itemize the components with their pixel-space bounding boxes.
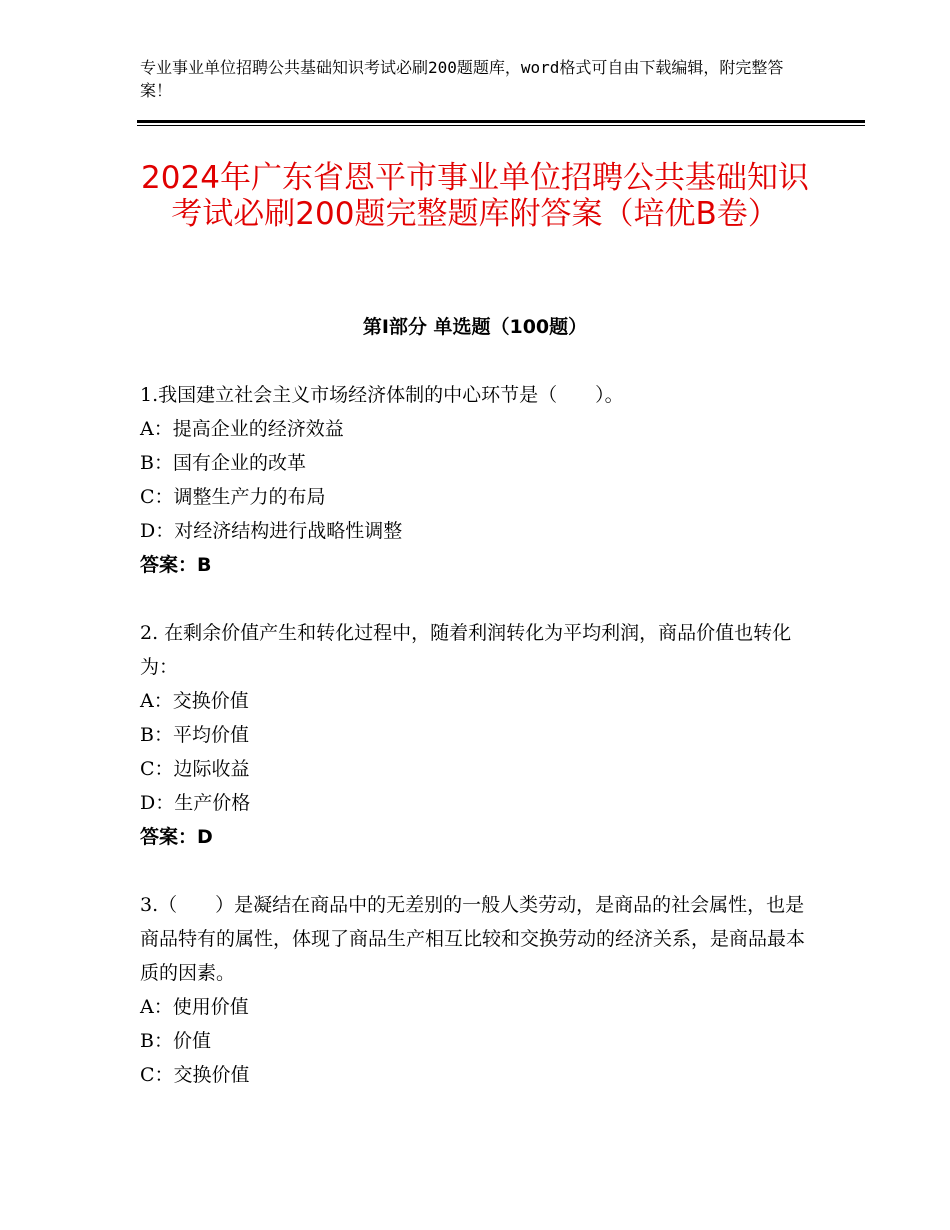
header-divider-thin: [137, 125, 865, 126]
option-b: B：价值: [140, 1030, 211, 1052]
answer-key: 答案：D: [140, 826, 213, 848]
option-c: C：边际收益: [140, 758, 250, 780]
header-divider-thick: [137, 120, 865, 123]
question-2: [140, 616, 812, 854]
option-d: D：对经济结构进行战略性调整: [140, 520, 403, 542]
option-a: A：交换价值: [140, 690, 249, 712]
option-b: B：平均价值: [140, 724, 249, 746]
option-b: B：国有企业的改革: [140, 452, 306, 474]
question-3: [140, 888, 812, 1092]
answer-key: 答案：B: [140, 554, 212, 576]
question-stem: 1.我国建立社会主义市场经济体制的中心环节是（ ）。: [140, 384, 624, 406]
option-a: A：提高企业的经济效益: [140, 418, 344, 440]
option-d: D：生产价格: [140, 792, 251, 814]
question-list: [140, 378, 812, 1126]
section-heading: 第Ⅰ部分 单选题（100题）: [362, 316, 588, 338]
question-1: [140, 378, 812, 582]
option-a: A：使用价值: [140, 996, 249, 1018]
question-stem: 2. 在剩余价值产生和转化过程中，随着利润转化为平均利润，商品价值也转化为：: [140, 622, 792, 678]
option-c: C：交换价值: [140, 1064, 250, 1086]
document-title: 2024年广东省恩平市事业单位招聘公共基础知识考试必刷200题完整题库附答案（培优B卷）: [141, 160, 809, 232]
option-c: C：调整生产力的布局: [140, 486, 326, 508]
header-note: 专业事业单位招聘公共基础知识考试必刷200题题库，word格式可自由下载编辑，附完整答案！: [140, 58, 784, 100]
question-stem: 3.（ ）是凝结在商品中的无差别的一般人类劳动，是商品的社会属性，也是商品特有的属性，体现了商品生产相互比较和交换劳动的经济关系，是商品最本质的因素。: [140, 894, 806, 984]
